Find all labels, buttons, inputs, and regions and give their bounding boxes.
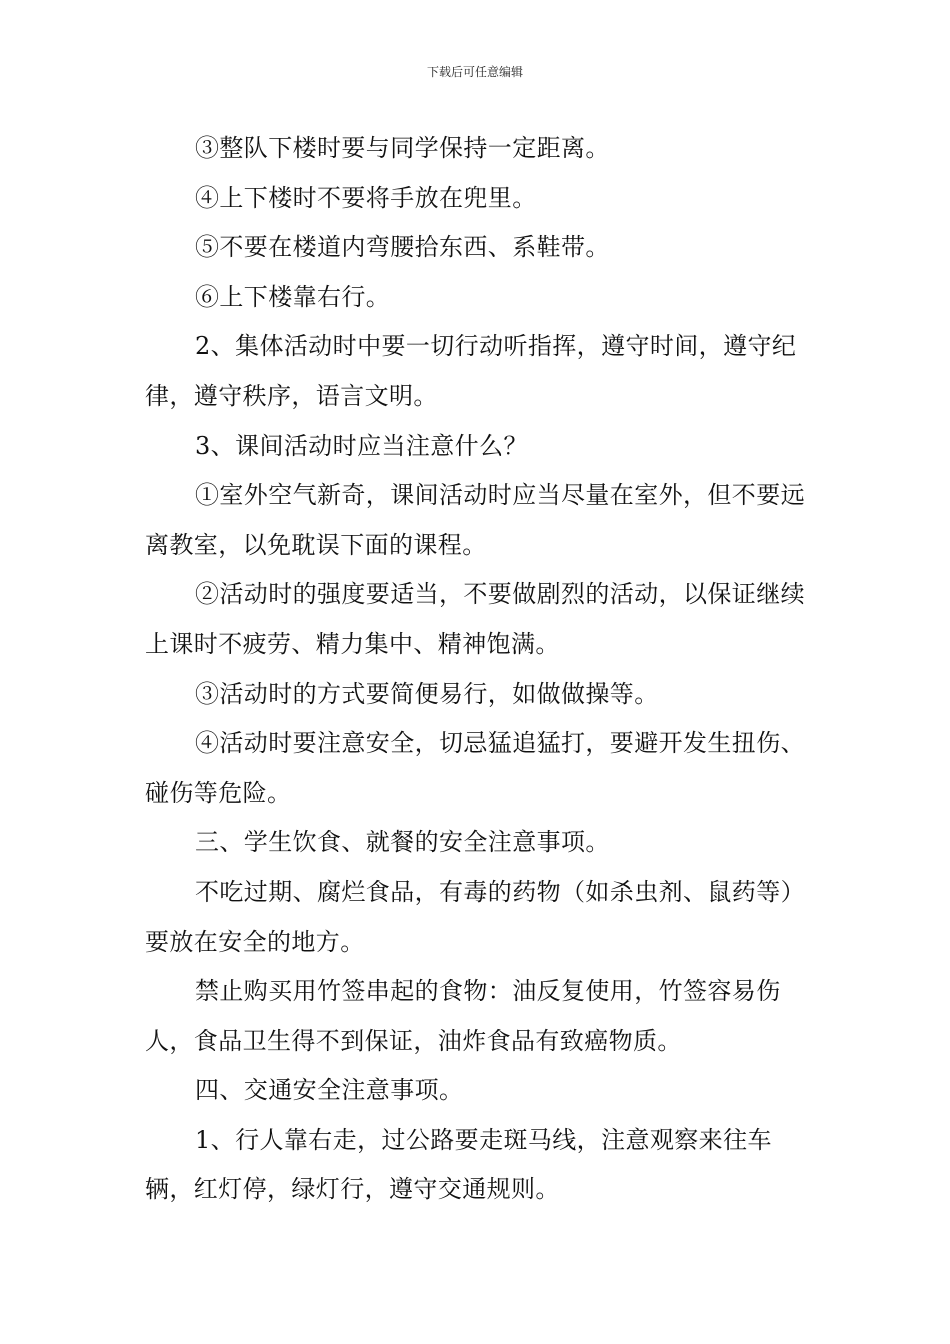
paragraph: ①室外空气新奇，课间活动时应当尽量在室外，但不要远离教室，以免耽误下面的课程。 xyxy=(145,481,805,559)
paragraph: ③整队下楼时要与同学保持一定距离。 xyxy=(195,134,610,162)
paragraph: 3、课间活动时应当注意什么？ xyxy=(195,431,528,460)
paragraph: 2、集体活动时中要一切行动听指挥，遵守时间，遵守纪律，遵守秩序，语言文明。 xyxy=(145,332,797,410)
paragraph: 1、行人靠右走，过公路要走斑马线，注意观察来往车辆，红灯停，绿灯行，遵守交通规则。 xyxy=(145,1125,772,1204)
paragraph: 禁止购买用竹签串起的食物：油反复使用，竹签容易伤人，食品卫生得不到保证，油炸食品有致癌物质。 xyxy=(145,977,781,1055)
paragraph: ④上下楼时不要将手放在兜里。 xyxy=(195,183,537,212)
paragraph: ⑤不要在楼道内弯腰拾东西、系鞋带。 xyxy=(195,233,610,262)
paragraph: ③活动时的方式要简便易行，如做做操等。 xyxy=(195,679,659,708)
page-header-note: 下载后可任意编辑 xyxy=(426,65,523,79)
paragraph: ②活动时的强度要适当，不要做剧烈的活动，以保证继续上课时不疲劳、精力集中、精神饱满。 xyxy=(145,580,805,658)
paragraph: 不吃过期、腐烂食品，有毒的药物（如杀虫剂、鼠药等）要放在安全的地方。 xyxy=(145,877,805,956)
document-body xyxy=(145,124,805,1215)
section-heading: 四、交通安全注意事项。 xyxy=(195,1076,464,1105)
paragraph: ④活动时要注意安全，切忌猛追猛打，要避开发生扭伤、碰伤等危险。 xyxy=(145,729,805,807)
section-heading: 三、学生饮食、就餐的安全注意事项。 xyxy=(195,828,610,857)
paragraph: ⑥上下楼靠右行。 xyxy=(195,282,391,311)
